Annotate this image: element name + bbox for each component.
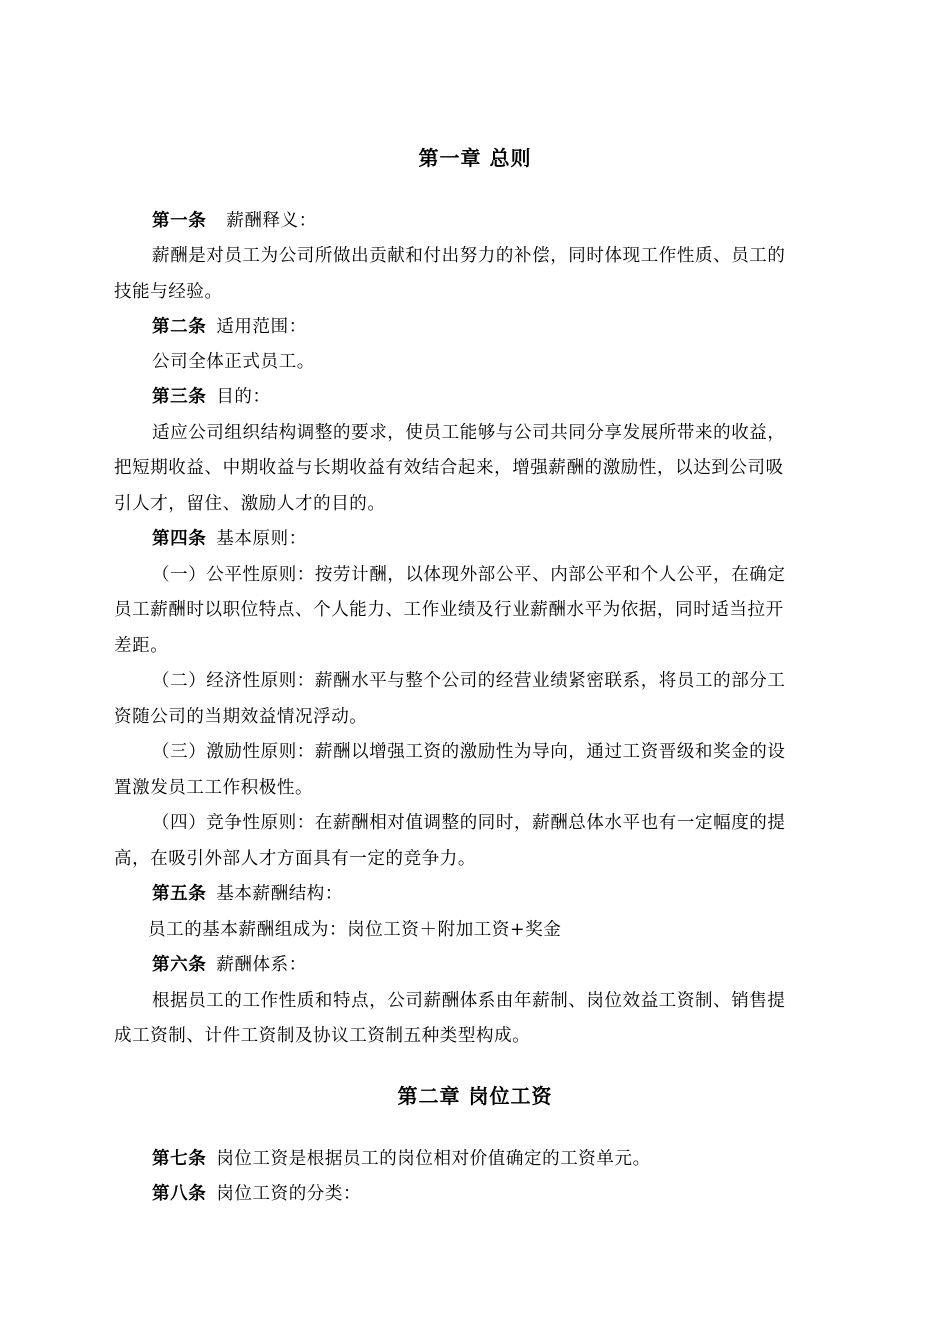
principle-3-line-2: 置激发员工工作积极性。	[114, 778, 314, 798]
article-2-body-line-1: 公司全体正式员工。	[152, 352, 315, 372]
chapter-1-title: 第一章 总则	[418, 146, 532, 170]
article-8-heading: 岗位工资的分类：	[216, 1184, 362, 1204]
article-6-body-line-2: 成工资制、计件工资制及协议工资制五种类型构成。	[114, 1026, 531, 1046]
article-1-number: 第一条	[152, 211, 207, 231]
article-4-number: 第四条	[152, 529, 207, 549]
article-3-body-line-1: 适应公司组织结构调整的要求，使员工能够与公司共同分享发展所带来的收益，	[152, 423, 786, 443]
article-3-heading: 目的：	[216, 387, 271, 407]
article-8-number: 第八条	[152, 1184, 207, 1204]
article-7-line	[152, 1146, 842, 1172]
principle-3-line-1: （三）激励性原则：薪酬以增强工资的激励性为导向，通过工资晋级和奖金的设	[152, 742, 786, 762]
article-2-heading: 适用范围：	[216, 317, 307, 337]
article-3-heading-line	[152, 384, 842, 410]
principle-1-line-1: （一）公平性原则：按劳计酬，以体现外部公平、内部公平和个人公平，在确定	[152, 565, 786, 585]
article-7-heading: 岗位工资是根据员工的岗位相对价值确定的工资单元。	[216, 1149, 651, 1169]
article-1-heading: 薪酬释义：	[226, 211, 317, 231]
article-6-body-line-1: 根据员工的工作性质和特点，公司薪酬体系由年薪制、岗位效益工资制、销售提	[152, 991, 786, 1011]
article-3-body-line-2: 把短期收益、中期收益与长期收益有效结合起来，增强薪酬的激励性，以达到公司吸	[114, 458, 784, 478]
article-8-line	[152, 1181, 842, 1207]
article-1-body-line-2: 技能与经验。	[114, 282, 223, 302]
article-1-body-line-1: 薪酬是对员工为公司所做出贡献和付出努力的补偿，同时体现工作性质、员工的	[152, 246, 786, 266]
article-4-heading-line	[152, 526, 842, 552]
article-3-body-line-3: 引人才，留住、激励人才的目的。	[114, 494, 386, 514]
principle-2-line-1: （二）经济性原则：薪酬水平与整个公司的经营业绩紧密联系，将员工的部分工	[152, 671, 786, 691]
chapter-2-title: 第二章 岗位工资	[397, 1084, 553, 1108]
article-1-heading-line	[152, 208, 842, 234]
article-6-heading: 薪酬体系：	[216, 955, 307, 975]
article-5-body-line-1: 员工的基本薪酬组成为：岗位工资＋附加工资+奖金	[148, 920, 562, 940]
article-5-heading: 基本薪酬结构：	[216, 884, 344, 904]
article-4-heading: 基本原则：	[216, 529, 307, 549]
principle-4-line-2: 高，在吸引外部人才方面具有一定的竞争力。	[114, 849, 476, 869]
article-5-number: 第五条	[152, 884, 207, 904]
article-5-heading-line	[152, 881, 842, 907]
article-2-number: 第二条	[152, 317, 207, 337]
principle-4-line-1: （四）竞争性原则：在薪酬相对值调整的同时，薪酬总体水平也有一定幅度的提	[152, 813, 786, 833]
principle-1-line-2: 员工薪酬时以职位特点、个人能力、工作业绩及行业薪酬水平为依据，同时适当拉开	[114, 600, 784, 620]
principle-2-line-2: 资随公司的当期效益情况浮动。	[114, 707, 368, 727]
article-7-number: 第七条	[152, 1149, 207, 1169]
article-6-heading-line	[152, 952, 842, 978]
article-3-number: 第三条	[152, 387, 207, 407]
article-2-heading-line	[152, 314, 842, 340]
article-6-number: 第六条	[152, 955, 207, 975]
principle-1-line-3: 差距。	[114, 636, 169, 656]
